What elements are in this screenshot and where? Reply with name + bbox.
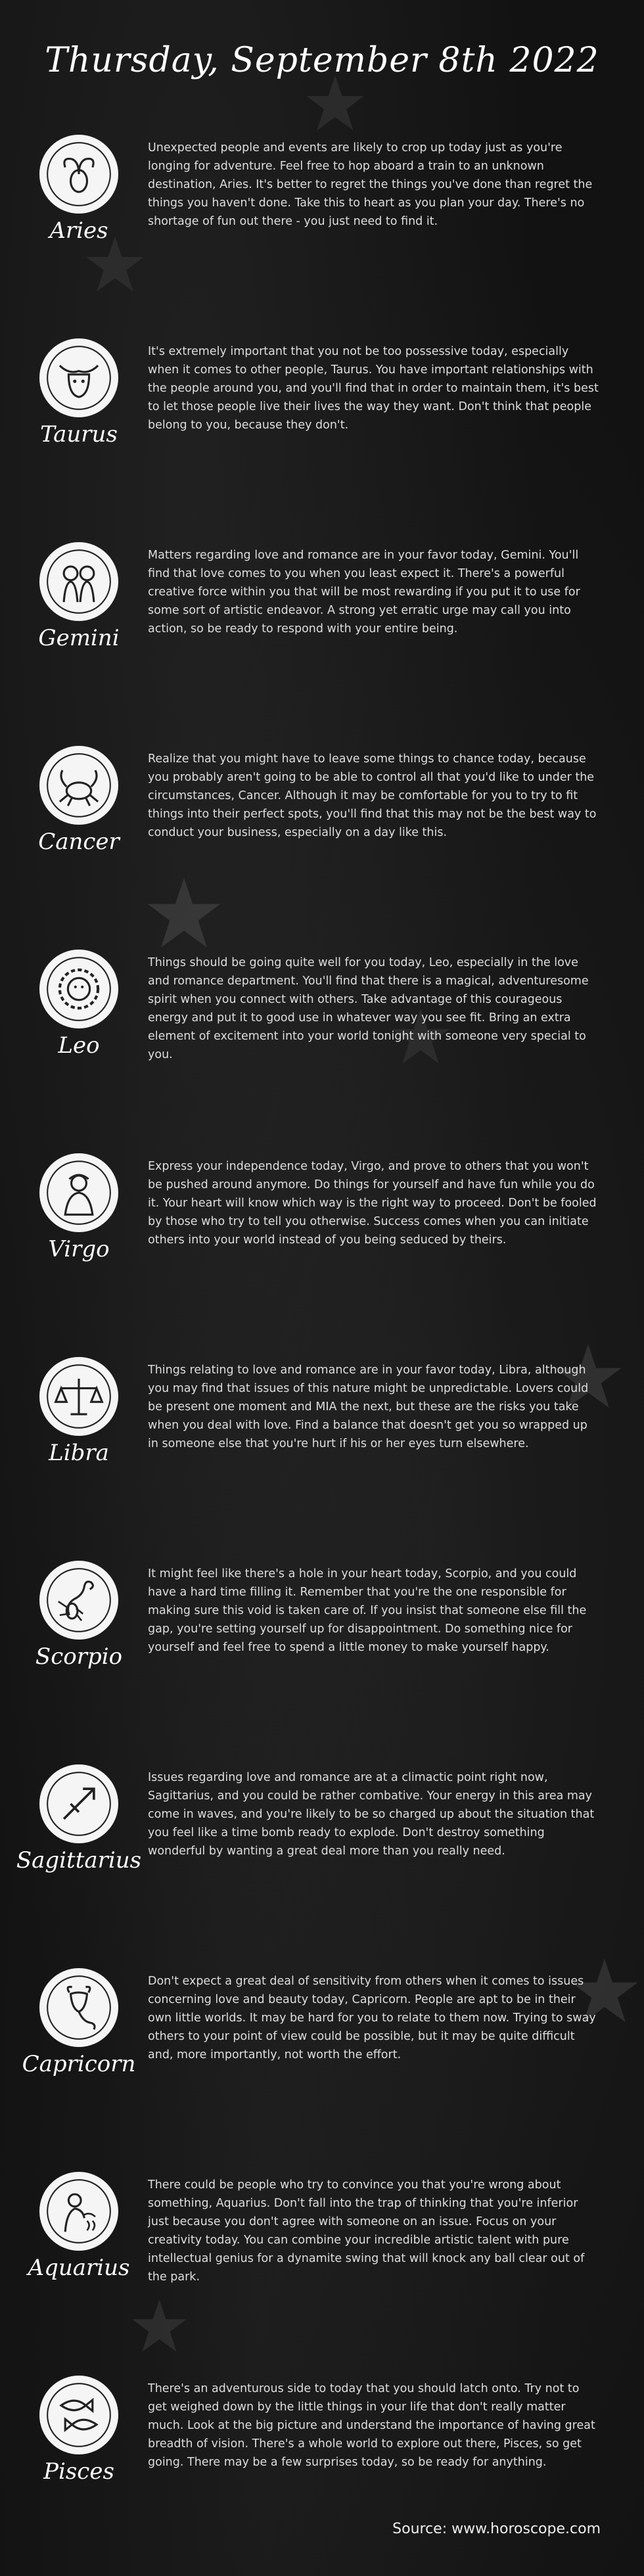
horoscope-text: Matters regarding love and romance are in your favor today, Gemini. You'll find that love comes to you when you least expect it. There's a powerful creative force within you that will be most rewarding if you put it to use for some sort of artistic endeavor. A strong yet erratic urge may call you into action, so be ready to respond with your entire being. <box>148 549 580 635</box>
sign-name: Scorpio <box>35 1644 123 1670</box>
goat-icon <box>39 1968 118 2047</box>
sign-name: Virgo <box>48 1236 110 1262</box>
sign-name: Aries <box>49 218 108 244</box>
sign-sagittarius <box>0 1764 644 1935</box>
lion-icon <box>39 950 118 1028</box>
sign-name: Pisces <box>43 2458 114 2485</box>
sign-name: Cancer <box>38 829 120 855</box>
star-icon <box>299 72 371 135</box>
archer-icon <box>39 1764 118 1843</box>
sign-capricorn <box>0 1968 644 2139</box>
ram-icon <box>39 135 118 214</box>
fish-icon <box>39 2376 118 2454</box>
sign-scorpio <box>0 1561 644 1732</box>
horoscope-text: Unexpected people and events are likely to crop up today just as you're longing for adventure. Feel free to hop aboard a train to an unknown destination, Aries. It's better to regret the things you've done than regret the things you haven't done. Take this to heart as you plan your day. There's no shortage of fun out there - you just need to find it. <box>148 141 593 228</box>
sign-name: Sagittarius <box>16 1847 142 1874</box>
sign-leo <box>0 950 644 1120</box>
sign-name: Leo <box>58 1032 100 1059</box>
horoscope-text: It might feel like there's a hole in your heart today, Scorpio, and you could have a hard time filling it. Remember that you're the one responsible for making sure this void is taken care of. If you insist that someone else fill the gap, you're setting yourself up for disappointment. Do something nice for yourself and feel free to spend a little money to make yourself happy. <box>148 1567 587 1654</box>
water-bearer-icon <box>39 2172 118 2251</box>
twins-icon <box>39 542 118 621</box>
scorpion-icon <box>39 1561 118 1640</box>
horoscope-text: Things should be going quite well for you today, Leo, especially in the love and romance department. You'll find that there is a magical, adventuresome spirit when you connect with others. Take advantage of this courageous energy and put it to good use in whatever way you see fit. Bring an extra element of excitement into your world tonight with someone very special to you. <box>148 956 589 1061</box>
scales-icon <box>39 1357 118 1436</box>
source-credit: Source: www.horoscope.com <box>392 2521 601 2537</box>
sign-name: Gemini <box>38 625 120 651</box>
horoscope-text: It's extremely important that you not be too possessive today, especially when it comes to other people, Taurus. You have important relationships with the people around you, and you'll find that in order to maintain them, it's best to let those people live their lives the way they want. Don't think that people belong to you, because they don't. <box>148 345 599 432</box>
sign-name: Taurus <box>40 421 118 448</box>
sign-virgo <box>0 1153 644 1324</box>
horoscope-text: Express your independence today, Virgo, and prove to others that you won't be pushed around anymore. Do things for yourself and have fun while you do it. Your heart will know which way is the right way to proceed. Don't be fooled by those who try to tell you otherwise. Success comes when you can initiate others into your world instead of you being seduced by theirs. <box>148 1160 597 1247</box>
crab-icon <box>39 746 118 825</box>
sign-name: Capricorn <box>22 2051 136 2077</box>
horoscope-text: Things relating to love and romance are in your favor today, Libra, although you may find that issues of this nature might be unpredictable. Lovers could be present one moment and MIA the next, but these are the risks you take when you deal with love. Find a balance that doesn't get you so wrapped up in someone else that you're hurt if his or her eyes turn elsewhere. <box>148 1364 589 1450</box>
horoscope-text: Realize that you might have to leave some things to chance today, because you probably aren't going to be able to control all that you'd like to under the circumstances, Cancer. Although it may be comfortable for you to try to fit things into their perfect spots, you'll find that this may not be the best way to conduct your business, especially on a day like this. <box>148 752 597 839</box>
sign-aquarius <box>0 2172 644 2343</box>
sign-name: Aquarius <box>28 2255 130 2281</box>
maiden-icon <box>39 1153 118 1232</box>
horoscope-text: Don't expect a great deal of sensitivity from others when it comes to issues concerning love and beauty today, Capricorn. People are apt to be in their own little worlds. It may be hard for you to relate to them now. Trying to sway others to your point of view could be possible, but it may be quite difficult and, more importantly, not worth the effort. <box>148 1975 596 2061</box>
horoscope-text: Issues regarding love and romance are at a climactic point right now, Sagittarius, and you could be rather combative. Your energy in this area may come in waves, and you're likely to be so charged up about the situation that you feel like a time bomb ready to explode. Don't destroy something wonderful by wanting a great deal more than you really need. <box>148 1771 595 1858</box>
horoscope-text: There could be people who try to convince you that you're wrong about something, Aquarius. Don't fall into the trap of thinking that you're inferior just because you don't agree with someone on an issue. Focus on your creativity today. You can combine your incredible artistic talent with pure intellectual genius for a dynamite swing that will knock any ball clear out of the park. <box>148 2178 585 2284</box>
page-title: Thursday, September 8th 2022 <box>45 41 599 80</box>
bull-icon <box>39 338 118 417</box>
sign-libra <box>0 1357 644 1528</box>
sign-taurus <box>0 338 644 509</box>
sign-name: Libra <box>49 1440 109 1466</box>
sign-gemini <box>0 542 644 713</box>
sign-aries <box>0 135 644 306</box>
sign-cancer <box>0 746 644 917</box>
horoscope-text: There's an adventurous side to today that you should latch onto. Try not to get weighed down by the little things in your life that don't really matter much. Look at the big picture and understand the importance of having great breadth of vision. There's a whole world to explore out there, Pisces, so get going. There may be a few surprises today, so be ready for anything. <box>148 2382 595 2469</box>
